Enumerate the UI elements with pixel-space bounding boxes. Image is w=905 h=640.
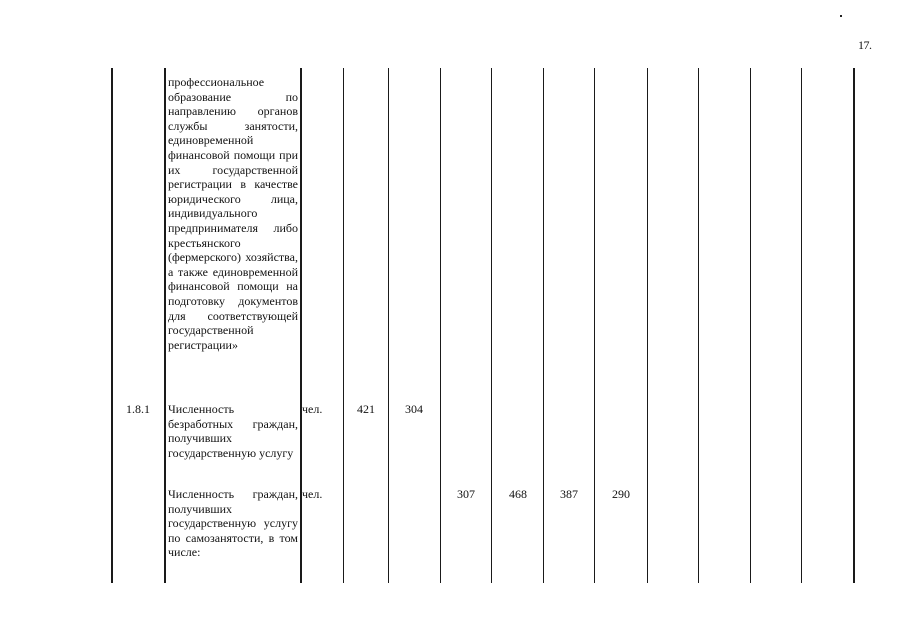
column-divider (300, 68, 302, 583)
table-border-right (853, 68, 855, 583)
column-divider (440, 68, 441, 583)
column-divider (164, 68, 166, 583)
column-divider (491, 68, 492, 583)
table-border-left (111, 68, 113, 583)
column-divider (698, 68, 699, 583)
row-indicator: Численность безработных граждан, получивших государственную услугу (168, 402, 298, 460)
column-divider (594, 68, 595, 583)
row-value: 290 (612, 487, 630, 501)
row-value: 387 (560, 487, 578, 501)
column-divider (388, 68, 389, 583)
row-value: 304 (405, 402, 423, 416)
row-value: 421 (357, 402, 375, 416)
scan-speck (840, 15, 842, 17)
row-code: 1.8.1 (126, 402, 150, 416)
column-divider (801, 68, 802, 583)
column-divider (543, 68, 544, 583)
row-unit: чел. (302, 487, 323, 501)
column-divider (750, 68, 751, 583)
row-value: 468 (509, 487, 527, 501)
indicator-continuation-text: профессиональное образование по направлению органов службы занятости, единовременной финансовой помощи при их государственной регистрации в качестве юридического лица, индивидуального предпринимателя либо крестьянского (фермерского) хозяйства, а также единовременной финансовой помощи на подготовку документов для соответствующей государственной регистрации» (168, 75, 298, 352)
column-divider (343, 68, 344, 583)
column-divider (647, 68, 648, 583)
row-indicator: Численность граждан, получивших государственную услугу по самозанятости, в том числе: (168, 487, 298, 560)
page-number: 17. (858, 38, 872, 52)
row-unit: чел. (302, 402, 323, 416)
row-value: 307 (457, 487, 475, 501)
